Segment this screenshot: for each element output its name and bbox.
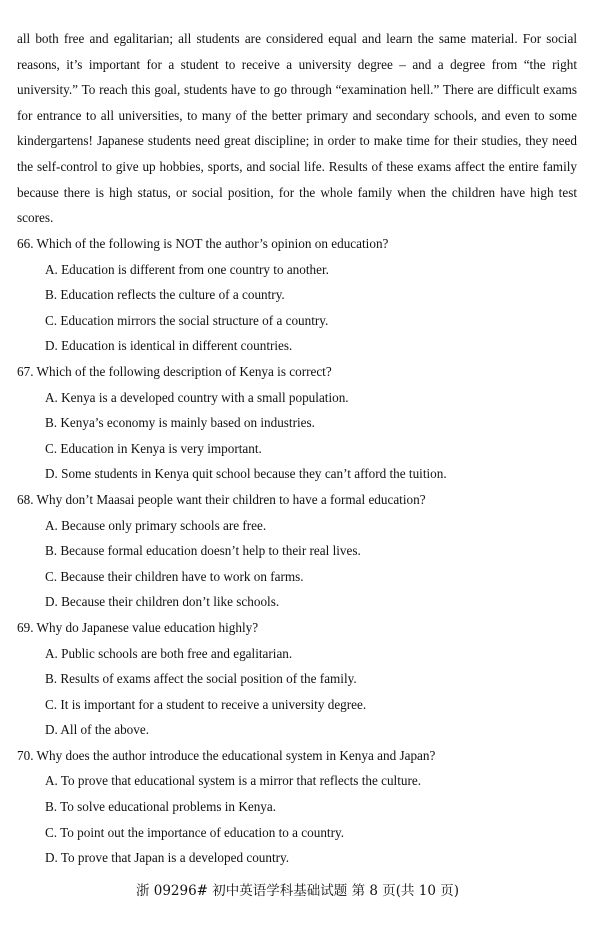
option-c: C. To point out the importance of education to a country. [45,824,345,840]
option-c: C. Education mirrors the social structure of a country. [45,312,329,328]
page-footer: 浙 09296# 初中英语学科基础试题 第 8 页(共 10 页) [135,883,460,899]
option-d: D. Some students in Kenya quit school because they can’t afford the tuition. [45,466,447,482]
option-b: B. Kenya’s economy is mainly based on industries. [45,415,315,431]
option-a: A. Because only primary schools are free. [45,517,267,533]
option-a: A. Kenya is a developed country with a small population. [45,389,349,405]
option-b: B. To solve educational problems in Kenya. [45,799,277,815]
reading-passage [17,26,577,231]
passage-paragraph: all both free and egalitarian; all students are considered equal and learn the same material. For social reasons, it’s important for a student to receive a university degree – and a degree from “the right university.” To reach this goal, students have to go through “examination hell.” There are difficult exams for entrance to all universities, to many of the better primary and secondary schools, and even to some kindergartens! Japanese students need great discipline; in order to make time for their studies, they need the self-control to give up hobbies, sports, and social life. Results of these exams affect the entire family because there is high status, or social position, for the whole family when the children have high test scores. [17,31,577,226]
question-66 [17,231,577,359]
option-d: D. Because their children don’t like schools. [45,594,280,610]
option-d: D. Education is identical in different countries. [45,338,293,354]
option-d: D. All of the above. [45,722,150,738]
question-stem: 67. Which of the following description of Kenya is correct? [17,363,332,379]
question-70 [17,743,577,871]
option-a: A. To prove that educational system is a mirror that reflects the culture. [45,773,422,789]
option-b: B. Results of exams affect the social position of the family. [45,671,357,687]
question-stem: 68. Why don’t Maasai people want their children to have a formal education? [17,491,426,507]
option-c: C. Because their children have to work on farms. [45,568,304,584]
question-stem: 69. Why do Japanese value education highly? [17,619,259,635]
question-stem: 70. Why does the author introduce the educational system in Kenya and Japan? [17,747,436,763]
option-b: B. Because formal education doesn’t help to their real lives. [45,543,361,559]
option-c: C. It is important for a student to receive a university degree. [45,696,367,712]
option-a: A. Public schools are both free and egalitarian. [45,645,293,661]
question-67 [17,359,577,487]
question-stem: 66. Which of the following is NOT the author’s opinion on education? [17,236,389,251]
question-69 [17,615,577,743]
question-68 [17,487,577,615]
option-b: B. Education reflects the culture of a country. [45,287,285,303]
question-list [17,231,577,871]
option-d: D. To prove that Japan is a developed country. [45,850,290,866]
option-a: A. Education is different from one country to another. [45,261,329,277]
option-c: C. Education in Kenya is very important. [45,440,262,456]
